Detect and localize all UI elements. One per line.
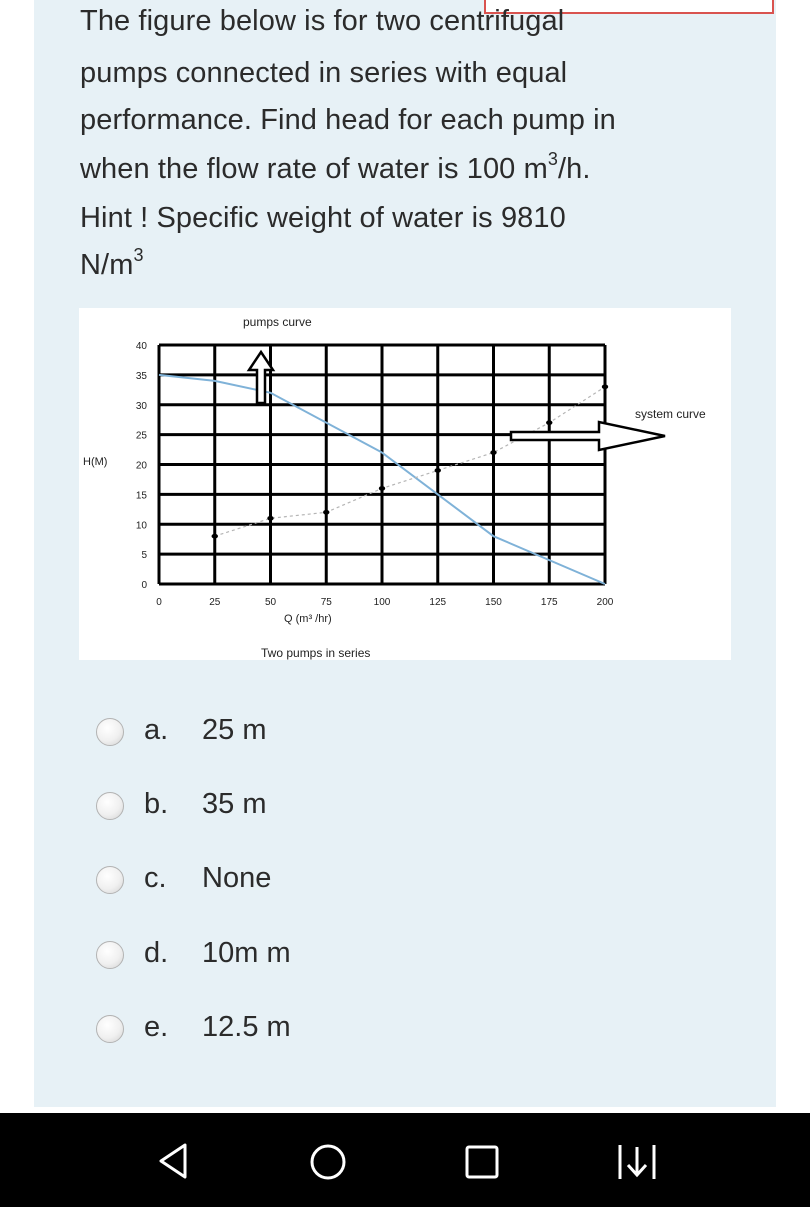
option-e-letter: e.: [144, 1011, 169, 1043]
figure-caption: Two pumps in series: [261, 646, 371, 660]
x-tick-label: 100: [373, 597, 391, 608]
radio-b[interactable]: [96, 792, 124, 820]
radio-e[interactable]: [96, 1015, 124, 1043]
option-e-text: 12.5 m: [202, 1011, 291, 1043]
question-line-5: Hint ! Specific weight of water is 9810: [80, 202, 566, 234]
option-b-text: 35 m: [202, 788, 267, 820]
system-curve-point: [323, 510, 329, 515]
android-navigation-bar: [0, 1113, 810, 1207]
system-curve-label: system curve: [635, 407, 706, 421]
y-axis-title: H(M): [83, 456, 108, 468]
right-arrow-icon: [511, 422, 665, 450]
system-curve-point: [546, 420, 552, 425]
system-curve-point: [435, 468, 441, 473]
system-curve-line: [215, 387, 605, 536]
y-tick-label: 10: [135, 520, 147, 532]
question-line-1: The figure below is for two centrifugal: [80, 5, 565, 37]
y-tick-label: 35: [135, 370, 147, 382]
recents-icon[interactable]: [462, 1142, 502, 1182]
keyboard-hide-icon[interactable]: [614, 1139, 660, 1185]
pump-chart-figure: [79, 308, 731, 660]
system-curve-point: [212, 534, 218, 539]
question-line-2: pumps connected in series with equal: [80, 57, 568, 89]
pumps-curve-label: pumps curve: [243, 315, 312, 329]
x-tick-label: 150: [485, 597, 502, 608]
x-tick-label: 25: [209, 597, 221, 608]
radio-c[interactable]: [96, 866, 124, 894]
system-curve-point: [602, 384, 608, 389]
y-tick-labels: [136, 341, 148, 591]
y-tick-label: 15: [135, 490, 147, 502]
option-d-letter: d.: [144, 937, 169, 969]
question-line-6: $N/m^3$: [80, 245, 144, 281]
radio-a[interactable]: [96, 718, 124, 746]
x-tick-label: 200: [596, 597, 614, 608]
x-tick-label: 75: [320, 597, 332, 608]
radio-d[interactable]: [96, 941, 124, 969]
pump-chart: [79, 308, 731, 660]
y-tick-label: 5: [141, 550, 147, 562]
question-line-4: when the flow rate of water is 100 $m^3/h$.: [80, 149, 591, 185]
system-curve-point: [267, 516, 273, 521]
y-tick-label: 0: [141, 580, 147, 591]
option-a-letter: a.: [144, 714, 169, 746]
y-tick-label: 20: [135, 460, 147, 472]
x-tick-label: 0: [156, 597, 162, 608]
system-curve-point: [490, 450, 496, 455]
x-axis-title: Q (m³ /hr): [284, 613, 332, 625]
x-tick-labels: [156, 597, 614, 608]
x-tick-label: 50: [264, 597, 277, 608]
x-tick-label: 125: [429, 597, 447, 608]
question-line-3: performance. Find head for each pump in: [80, 104, 616, 136]
y-tick-label: 40: [135, 341, 147, 352]
option-b-letter: b.: [144, 788, 169, 820]
option-c-letter: c.: [144, 862, 167, 894]
back-icon[interactable]: [153, 1141, 193, 1181]
home-icon[interactable]: [308, 1142, 348, 1182]
system-curve-point: [379, 486, 385, 491]
option-c-text: None: [202, 862, 272, 894]
y-tick-label: 25: [135, 430, 147, 442]
x-tick-label: 175: [540, 597, 558, 608]
y-tick-label: 30: [135, 400, 147, 412]
option-d-text: 10m m: [202, 937, 291, 969]
grid: [159, 345, 605, 584]
option-a-text: 25 m: [202, 714, 267, 746]
